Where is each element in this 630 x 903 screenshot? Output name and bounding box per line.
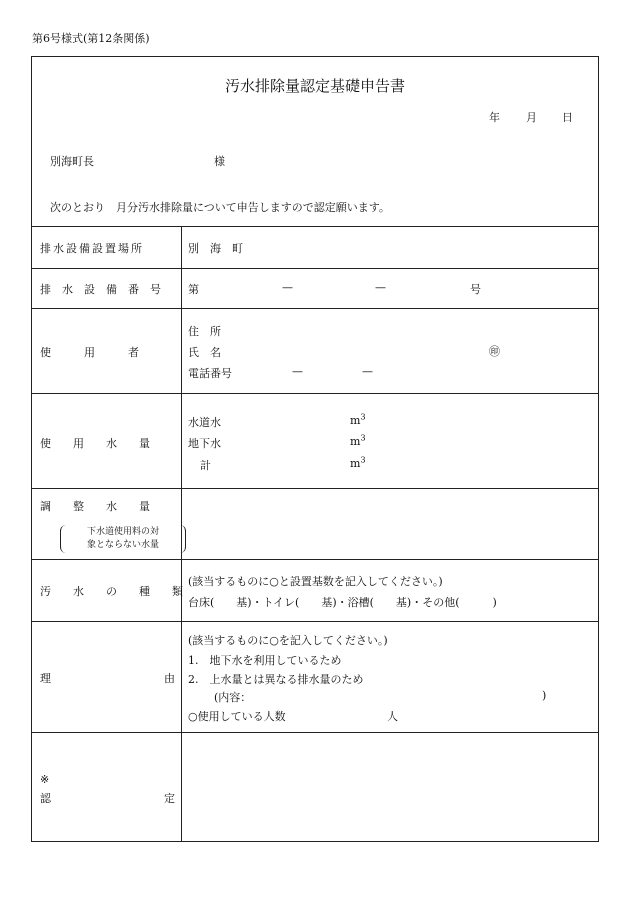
approval-label: 定	[164, 792, 175, 805]
user-label: 使 用 者	[40, 346, 139, 359]
date-day: 日	[562, 111, 573, 124]
adjusted-water-label: 調 整 水 量	[40, 500, 150, 513]
application-form	[31, 56, 599, 842]
tap-water-label: 水道水	[188, 416, 221, 429]
sewage-type-instruction: (該当するものに○と設置基数を記入してください。)	[188, 575, 443, 588]
form-title: 汚水排除量認定基礎申告書	[224, 77, 405, 95]
install-place-value: 別 海 町	[188, 242, 243, 255]
addressee-name: 別海町長	[50, 155, 94, 168]
equipment-number-dash: —	[375, 281, 386, 294]
install-place-label: 排水設備設置場所	[40, 242, 144, 255]
form-number: 第6号様式(第12条関係)	[32, 32, 150, 45]
note-line: 下水道使用料の対	[86, 527, 159, 537]
row-divider	[32, 559, 598, 560]
user-address-label: 住 所	[188, 325, 221, 338]
row-divider	[32, 488, 598, 489]
row-divider	[32, 621, 598, 622]
seal-mark-icon: ㊞	[489, 345, 500, 358]
date-year: 年	[489, 111, 500, 124]
reason-content-label: (内容：	[214, 691, 252, 704]
groundwater-unit: $m^3$	[350, 433, 366, 448]
tap-water-unit: $m^3$	[350, 412, 366, 427]
phone-dash: —	[362, 365, 373, 378]
phone-dash: —	[292, 365, 303, 378]
total-unit: $m^3$	[350, 455, 366, 470]
water-usage-label: 使 用 水 量	[40, 437, 150, 450]
note-line: 象とならない水量	[86, 540, 159, 550]
row-divider	[32, 226, 598, 227]
addressee-honorific: 様	[214, 155, 225, 168]
total-label: 計	[200, 459, 211, 472]
adjusted-water-note	[60, 525, 186, 553]
reason-label: 理	[40, 672, 51, 685]
groundwater-label: 地下水	[188, 437, 221, 450]
row-divider	[32, 393, 598, 394]
row-divider	[32, 308, 598, 309]
approval-label: 認	[40, 792, 51, 805]
request-statement: 次のとおり 月分汚水排除量について申告しますので認定願います。	[50, 201, 390, 214]
reason-option-1: 1. 地下水を利用しているため	[188, 654, 342, 667]
sewage-type-label: 汚 水 の 種 類	[40, 585, 183, 598]
reason-label: 由	[164, 672, 175, 685]
equipment-number-suffix: 号	[470, 283, 481, 296]
row-divider	[32, 732, 598, 733]
reason-content-close: )	[542, 689, 547, 702]
user-name-label: 氏 名	[188, 346, 221, 359]
equipment-number-dash: —	[282, 281, 293, 294]
reason-option-2: 2. 上水量とは異なる排水量のため	[188, 673, 364, 686]
sewage-type-options: 台床( 基)・トイレ( 基)・浴槽( 基)・その他( )	[188, 596, 497, 609]
row-divider	[32, 268, 598, 269]
date-month: 月	[526, 111, 537, 124]
people-count-unit: 人	[387, 710, 398, 723]
people-count-label: ○使用している人数	[188, 710, 286, 723]
equipment-number-prefix: 第	[188, 283, 199, 296]
equipment-number-label: 排 水 設 備 番 号	[40, 283, 161, 296]
approval-mark: ※	[40, 773, 50, 786]
user-phone-label: 電話番号	[188, 367, 232, 380]
reason-instruction: (該当するものに○を記入してください。)	[188, 634, 388, 647]
